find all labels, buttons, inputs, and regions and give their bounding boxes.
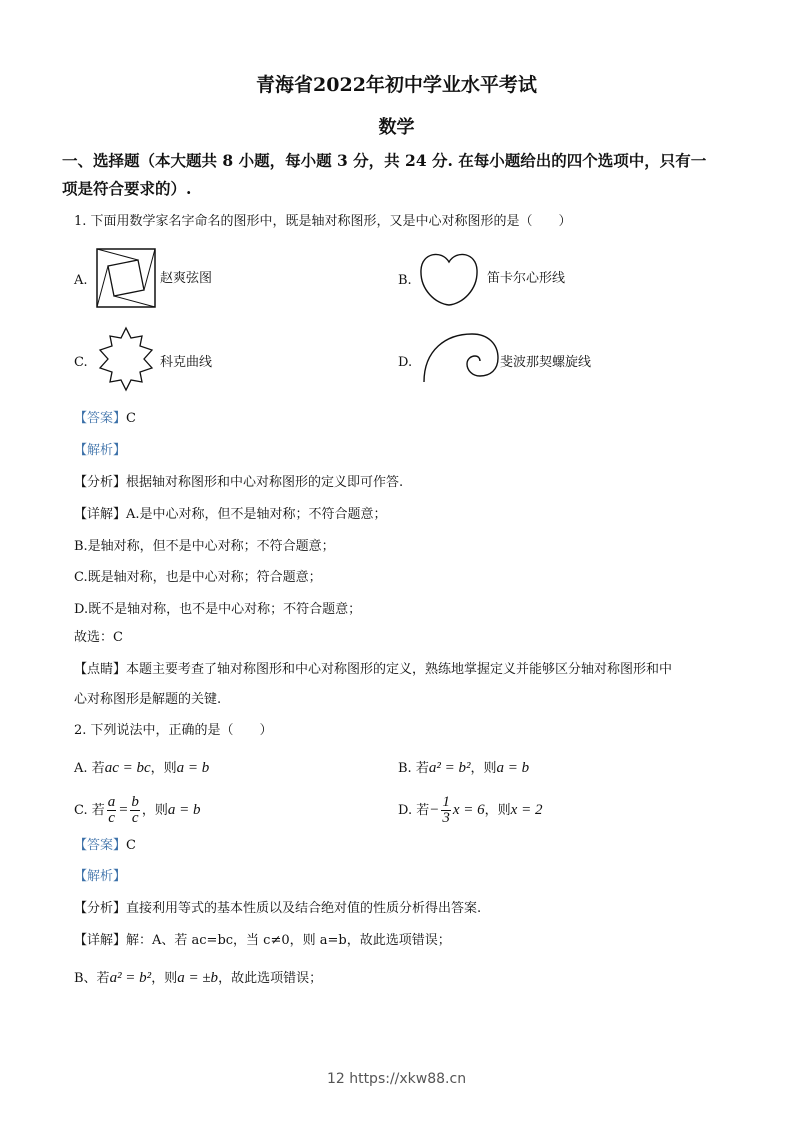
q1-option-b-letter: B. [398, 273, 412, 288]
q2-answer [74, 837, 136, 855]
word: ，故此选项错误； [218, 971, 323, 986]
q1-answer [74, 410, 136, 428]
word: ，则 [470, 761, 497, 776]
q2-fenxi: 【分析】直接利用等式的基本性质以及结合绝对值的性质分析得出答案. [74, 901, 482, 916]
word: 若 [415, 761, 429, 776]
answer-value: C [126, 411, 136, 426]
q2-option-d [398, 793, 542, 828]
exam-title: 青海省2022年初中学业水平考试 [256, 74, 537, 96]
q1-dianjing-1: 【点睛】本题主要考查了轴对称图形和中心对称图形的定义，熟练地掌握定义并能够区分轴对称图形和中 [74, 662, 673, 677]
q1-fenxi: 【分析】根据轴对称图形和中心对称图形的定义即可作答. [74, 475, 404, 490]
q1-option-c-caption: 科克曲线 [160, 355, 213, 370]
answer-value: C [126, 838, 136, 853]
word: B、若 [74, 971, 110, 986]
page-footer: 12 https://xkw88.cn [326, 1071, 467, 1087]
fraction [130, 795, 140, 826]
q1-line-d: D.既不是轴对称，也不是中心对称；不符合题意； [74, 602, 362, 617]
q1-option-a-letter: A. [74, 273, 88, 288]
q1-line-b: B.是轴对称，但不是中心对称；不符合题意； [74, 539, 335, 554]
numerator: a [107, 794, 116, 810]
equation: a² = b² [109, 970, 152, 986]
q1-analysis-tag: 【解析】 [74, 443, 127, 458]
result: a = b [496, 760, 530, 776]
cardioid-icon [418, 248, 480, 308]
word: 若 [416, 803, 430, 818]
koch-snowflake-icon [94, 326, 158, 392]
q1-option-d-caption: 斐波那契螺旋线 [500, 355, 592, 370]
option-letter: B. [398, 761, 412, 776]
q2-option-b [398, 759, 529, 778]
q1-choose: 故选：C [74, 630, 123, 645]
equation: x = 6 [452, 802, 485, 818]
section-heading-line1: 一、选择题（本大题共 8 小题，每小题 3 分，共 24 分. 在每小题给出的四个选项中，只有一 [62, 151, 707, 170]
word: 若 [91, 803, 105, 818]
result: a = b [176, 760, 210, 776]
answer-tag: 【答案】 [74, 838, 127, 853]
numerator: b [131, 794, 139, 810]
equation: ac = bc [104, 760, 151, 776]
denominator: c [108, 810, 115, 826]
q2-analysis-tag: 【解析】 [74, 869, 127, 884]
result: x = 2 [510, 802, 543, 818]
fraction [441, 795, 451, 826]
section-heading-line2: 项是符合要求的）. [62, 179, 192, 198]
q2-xiangjie: 【详解】解：A、若 ac=bc，当 c≠0，则 a=b，故此选项错误； [74, 933, 451, 948]
zhaoshuang-diagram-icon [96, 248, 156, 308]
result: a = b [167, 802, 201, 818]
q2-stem: 2. 下列说法中，正确的是（ ） [74, 723, 273, 738]
q1-stem: 1. 下面用数学家名字命名的图形中，既是轴对称图形，又是中心对称图形的是（ ） [74, 214, 572, 229]
q2-option-c [74, 793, 201, 828]
fraction [107, 795, 117, 826]
fibonacci-spiral-icon [420, 330, 500, 384]
option-letter: D. [398, 803, 413, 818]
word: 若 [91, 761, 105, 776]
q2-option-a [74, 759, 209, 778]
word: ，则 [150, 761, 177, 776]
word: ，则 [151, 971, 178, 986]
q2-line-b [74, 969, 322, 988]
answer-tag: 【答案】 [74, 411, 127, 426]
q1-dianjing-2: 心对称图形是解题的关键. [74, 692, 222, 707]
subject-title: 数学 [378, 117, 415, 138]
word: ，则 [141, 803, 168, 818]
q1-option-d-letter: D. [398, 355, 413, 370]
minus: − [429, 802, 440, 818]
q1-line-c: C.既是轴对称，也是中心对称；符合题意； [74, 570, 322, 585]
equals: = [118, 802, 129, 818]
result: a = ±b [177, 970, 219, 986]
q1-option-a-caption: 赵爽弦图 [160, 271, 213, 286]
numerator: 1 [442, 794, 450, 810]
denominator: c [131, 810, 139, 826]
denominator: 3 [442, 810, 450, 826]
equation: a² = b² [428, 760, 471, 776]
q1-xiangjie: 【详解】A.是中心对称，但不是轴对称；不符合题意； [74, 507, 387, 522]
option-letter: C. [74, 803, 88, 818]
option-letter: A. [74, 761, 88, 776]
word: ，则 [484, 803, 511, 818]
q1-option-b-caption: 笛卡尔心形线 [487, 271, 566, 286]
q1-option-c-letter: C. [74, 355, 88, 370]
